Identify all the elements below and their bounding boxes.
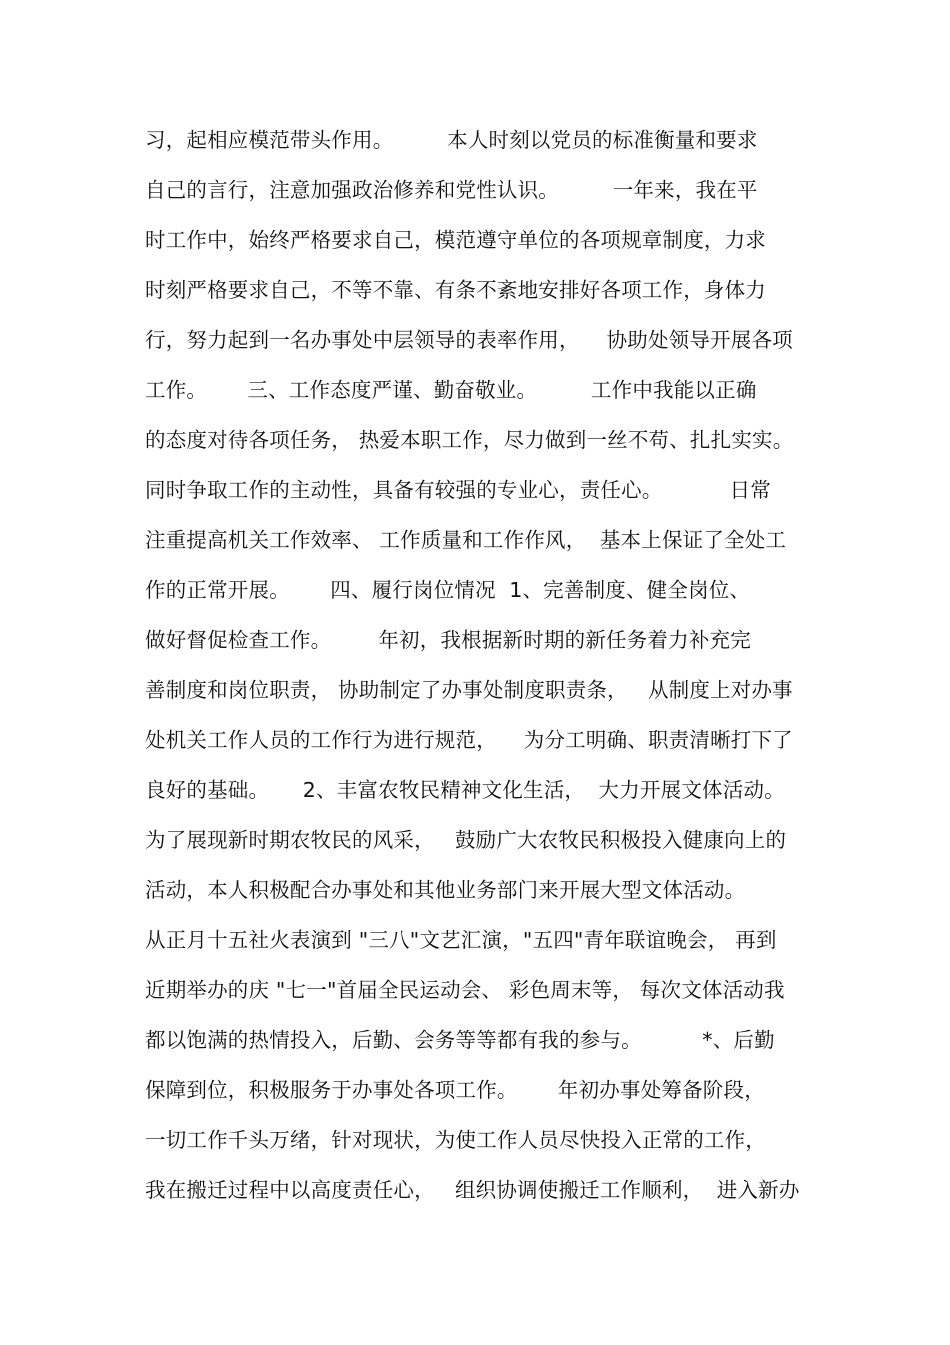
text-line: 善制度和岗位职责， 协助制定了办事处制度职责条， 从制度上对办事 bbox=[145, 678, 793, 702]
text-line: 的态度对待各项任务， 热爱本职工作，尽力做到一丝不苟、扎扎实实。 bbox=[145, 428, 794, 452]
text-line: 作的正常开展。 四、履行岗位情况 1、完善制度、健全岗位、 bbox=[145, 578, 751, 602]
text-line: 为了展现新时期农牧民的风采， 鼓励广大农牧民积极投入健康向上的 bbox=[145, 828, 787, 852]
text-line: 我在搬迁过程中以高度责任心， 组织协调使搬迁工作顺利， 进入新办 bbox=[145, 1178, 800, 1202]
text-line: 保障到位，积极服务于办事处各项工作。 年初办事处筹备阶段， bbox=[145, 1078, 765, 1102]
text-line: 一切工作千头万绪，针对现状，为使工作人员尽快投入正常的工作， bbox=[145, 1128, 766, 1152]
text-line: 时刻严格要求自己，不等不靠、有条不紊地安排好各项工作，身体力 bbox=[145, 278, 766, 302]
text-line: 做好督促检查工作。 年初，我根据新时期的新任务着力补充完 bbox=[145, 628, 751, 652]
text-line: 工作。 三、工作态度严谨、勤奋敬业。 工作中我能以正确 bbox=[145, 378, 757, 402]
text-line: 注重提高机关工作效率、 工作质量和工作作风， 基本上保证了全处工 bbox=[145, 528, 787, 552]
text-line: 近期举办的庆 "七一"首届全民运动会、 彩色周末等， 每次文体活动我 bbox=[145, 978, 785, 1002]
body-text bbox=[145, 122, 810, 1222]
text-line: 处机关工作人员的工作行为进行规范， 为分工明确、职责清晰打下了 bbox=[145, 728, 793, 752]
text-line: 都以饱满的热情投入，后勤、会务等等都有我的参与。 *、后勤 bbox=[145, 1028, 775, 1052]
text-line: 行，努力起到一名办事处中层领导的表率作用， 协助处领导开展各项 bbox=[145, 328, 793, 352]
text-line: 活动，本人积极配合办事处和其他业务部门来开展大型文体活动。 bbox=[145, 878, 746, 902]
text-line: 从正月十五社火表演到 "三八"文艺汇演，"五四"青年联谊晚会， 再到 bbox=[145, 928, 777, 952]
text-line: 时工作中，始终严格要求自己，模范遵守单位的各项规章制度，力求 bbox=[145, 228, 766, 252]
text-line: 习，起相应模范带头作用。 本人时刻以党员的标准衡量和要求 bbox=[145, 128, 758, 152]
text-line: 良好的基础。 2、丰富农牧民精神文化生活， 大力开展文体活动。 bbox=[145, 778, 785, 802]
text-line: 同时争取工作的主动性，具备有较强的专业心，责任心。 日常 bbox=[145, 478, 772, 502]
text-line: 自己的言行，注意加强政治修养和党性认识。 一年来，我在平 bbox=[145, 178, 758, 202]
